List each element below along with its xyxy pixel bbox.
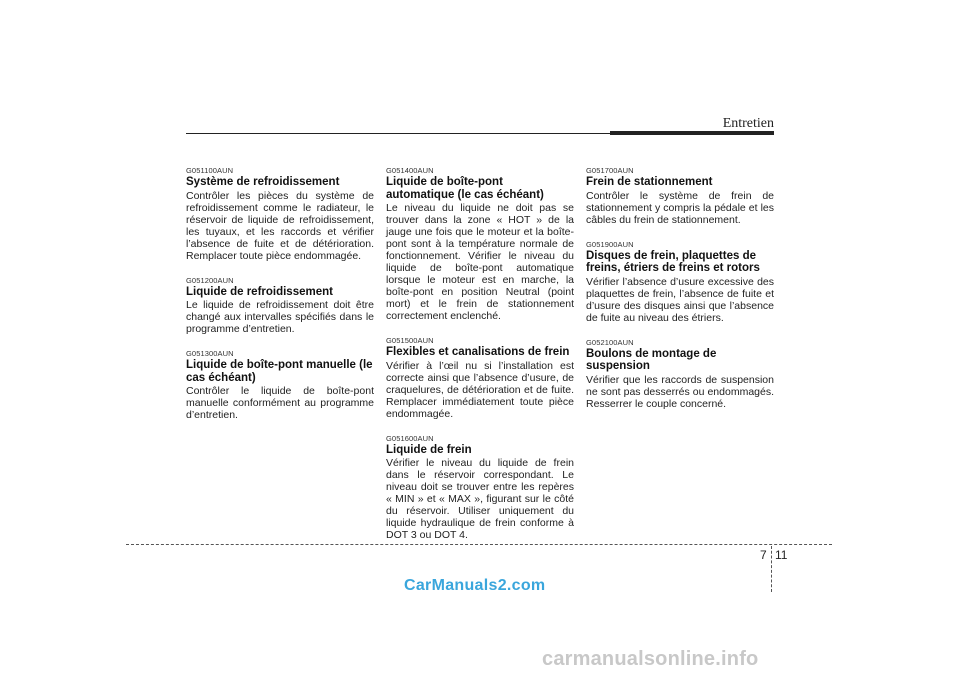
header-rule-thick xyxy=(610,131,774,135)
page-chapter-number: 7 xyxy=(760,548,767,562)
section-code: G051500AUN xyxy=(386,336,434,345)
section-body: Contrôler le système de frein de stationnement y compris la pédale et les câbles du frein de stationnement. xyxy=(586,189,774,226)
section-code: G051100AUN xyxy=(186,166,234,175)
watermark-carmanuals2[interactable]: CarManuals2.com xyxy=(404,577,546,594)
section-automatic-transaxle-fluid xyxy=(386,166,574,322)
section-suspension-bolts xyxy=(586,338,774,410)
section-heading: Boulons de montage de suspension xyxy=(586,347,717,372)
section-parking-brake xyxy=(586,166,774,226)
section-body: Contrôler le liquide de boîte-pont manuelle conformément au programme d’entretien. xyxy=(186,385,374,421)
section-heading: Système de refroidissement xyxy=(186,176,340,188)
section-code: G052100AUN xyxy=(586,337,634,347)
section-body: Le liquide de refroidissement doit être changé aux intervalles spécifiés dans le programme d’entretien. xyxy=(186,299,374,335)
section-heading: Liquide de boîte-pont manuelle (le cas échéant) xyxy=(186,359,373,384)
section-body: Vérifier le niveau du liquide de frein dans le réservoir correspondant. Le niveau doit se trouver entre les repères « MIN » et « MAX », figurant sur le côté du réservoir. Utiliser uniquement du liquide hydraulique de frein conforme à DOT 3 ou DOT 4. xyxy=(386,457,574,541)
section-heading: Disques de frein, plaquettes de freins, étriers de freins et rotors xyxy=(586,249,760,274)
section-heading: Liquide de frein xyxy=(386,443,472,456)
section-brake-discs xyxy=(586,240,774,324)
page-header-title: Entretien xyxy=(722,116,774,131)
section-heading: Frein de stationnement xyxy=(586,176,713,188)
section-manual-transaxle-fluid xyxy=(186,349,374,421)
section-coolant xyxy=(186,276,374,336)
section-code: G051300AUN xyxy=(186,349,234,358)
section-body: Vérifier à l’œil nu si l’installation est correcte ainsi que l’absence d’usure, de craquelures, de détérioration et de fuite. Remplacer immédiatement toute pièce endommagée. xyxy=(386,359,574,420)
page-divider xyxy=(771,546,772,592)
section-body: Contrôler les pièces du système de refroidissement comme le radiateur, le réservoir de liquide de refroidissement, les tuyaux, et les raccords et vérifier l’absence de fuite et de détérioration. Remplacer toute pièce endommagée. xyxy=(186,189,374,262)
column-1 xyxy=(186,166,374,435)
section-brake-fluid xyxy=(386,434,574,542)
section-body: Vérifier l’absence d’usure excessive des plaquettes de frein, l’absence de fuite et d’usure des disques ainsi que l’absence de fuite au niveau des étriers. xyxy=(586,275,774,324)
section-code: G051700AUN xyxy=(586,166,634,175)
section-code: G051400AUN xyxy=(386,166,434,175)
section-code: G051600AUN xyxy=(386,433,434,443)
section-cooling-system xyxy=(186,166,374,262)
footer-rule xyxy=(126,544,832,545)
column-3 xyxy=(586,166,774,424)
watermark-carmanualsonline[interactable]: carmanualsonline.info xyxy=(542,648,759,670)
column-2 xyxy=(386,166,574,555)
section-heading: Flexibles et canalisations de frein xyxy=(386,346,570,358)
section-heading: Liquide de boîte-pont automatique (le cas échéant) xyxy=(386,176,544,201)
section-body: Le niveau du liquide ne doit pas se trouver dans la zone « HOT » de la jauge une fois que le moteur et la boîte-pont sont à la température normale de fonctionnement. Vérifier le niveau du liquide de boîte-pont automatique lorsque le moteur est en marche, la boîte-pont en position Neutral (point mort) et le frein de stationnement correctement enclenché. xyxy=(386,202,574,322)
section-code: G051900AUN xyxy=(586,239,634,249)
page-number: 11 xyxy=(775,548,788,562)
section-body: Vérifier que les raccords de suspension ne sont pas desserrés ou endommagés. Resserrer le couple concerné. xyxy=(586,373,774,410)
section-heading: Liquide de refroidissement xyxy=(186,285,333,298)
section-brake-hoses xyxy=(386,336,574,420)
section-code: G051200AUN xyxy=(186,275,234,285)
